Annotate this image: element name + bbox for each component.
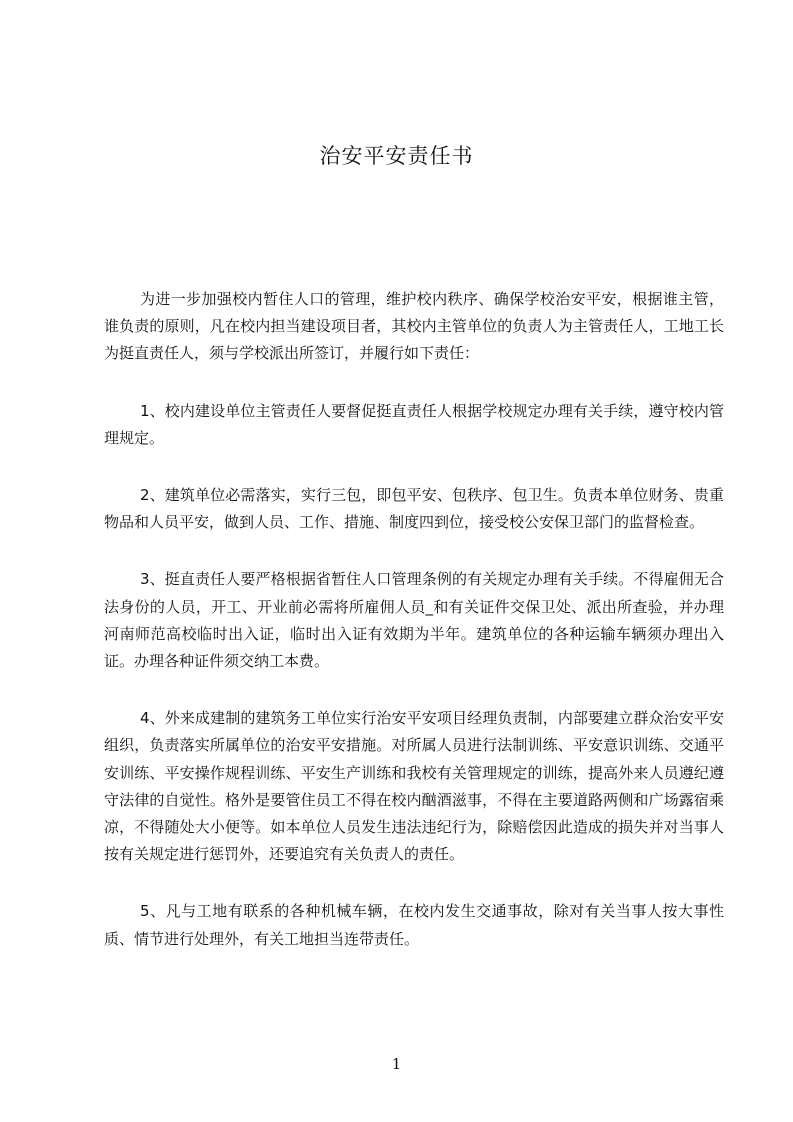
intro-paragraph: 为进一步加强校内暂住人口的管理，维护校内秩序、确保学校治安平安，根据谁主管，谁负责的原则，凡在校内担当建设项目者，其校内主管单位的负责人为主管责任人，工地工长为挺直责任人，须与学校派出所签订，并履行如下责任： [104, 290, 724, 363]
clause-3-paragraph: 3、挺直责任人要严格根据省暂住人口管理条例的有关规定办理有关手续。不得雇佣无合法身份的人员，开工、开业前必需将所雇佣人员_和有关证件交保卫处、派出所查验，并办理河南师范高校临时出入证，临时出入证有效期为半年。建筑单位的各种运输车辆须办理出入证。办理各种证件须交纳工本费。 [104, 570, 724, 671]
clause-4-paragraph: 4、外来成建制的建筑务工单位实行治安平安项目经理负责制，内部要建立群众治安平安组织，负责落实所属单位的治安平安措施。对所属人员进行法制训练、平安意识训练、交通平安训练、平安操作规程训练、平安生产训练和我校有关管理规定的训练，提高外来人员遵纪遵守法律的自觉性。格外是要管住员工不得在校内酗酒滋事，不得在主要道路两侧和广场露宿乘凉，不得随处大小便等。如本单位人员发生违法违纪行为，除赔偿因此造成的损失并对当事人按有关规定进行惩罚外，还要追究有关负责人的责任。 [104, 709, 724, 864]
clause-1-paragraph: 1、校内建设单位主管责任人要督促挺直责任人根据学校规定办理有关手续，遵守校内管理规定。 [104, 401, 724, 447]
clause-2-paragraph: 2、建筑单位必需落实，实行三包，即包平安、包秩序、包卫生。负责本单位财务、贵重物品和人员平安，做到人员、工作、措施、制度四到位，接受校公安保卫部门的监督检查。 [104, 486, 724, 532]
page-number: 1 [391, 1055, 402, 1073]
document-body [104, 286, 724, 983]
clause-5-paragraph: 5、凡与工地有联系的各种机械车辆，在校内发生交通事故，除对有关当事人按大事性质、情节进行处理外，有关工地担当连带责任。 [104, 902, 724, 948]
document-title: 治安平安责任书 [319, 144, 474, 168]
